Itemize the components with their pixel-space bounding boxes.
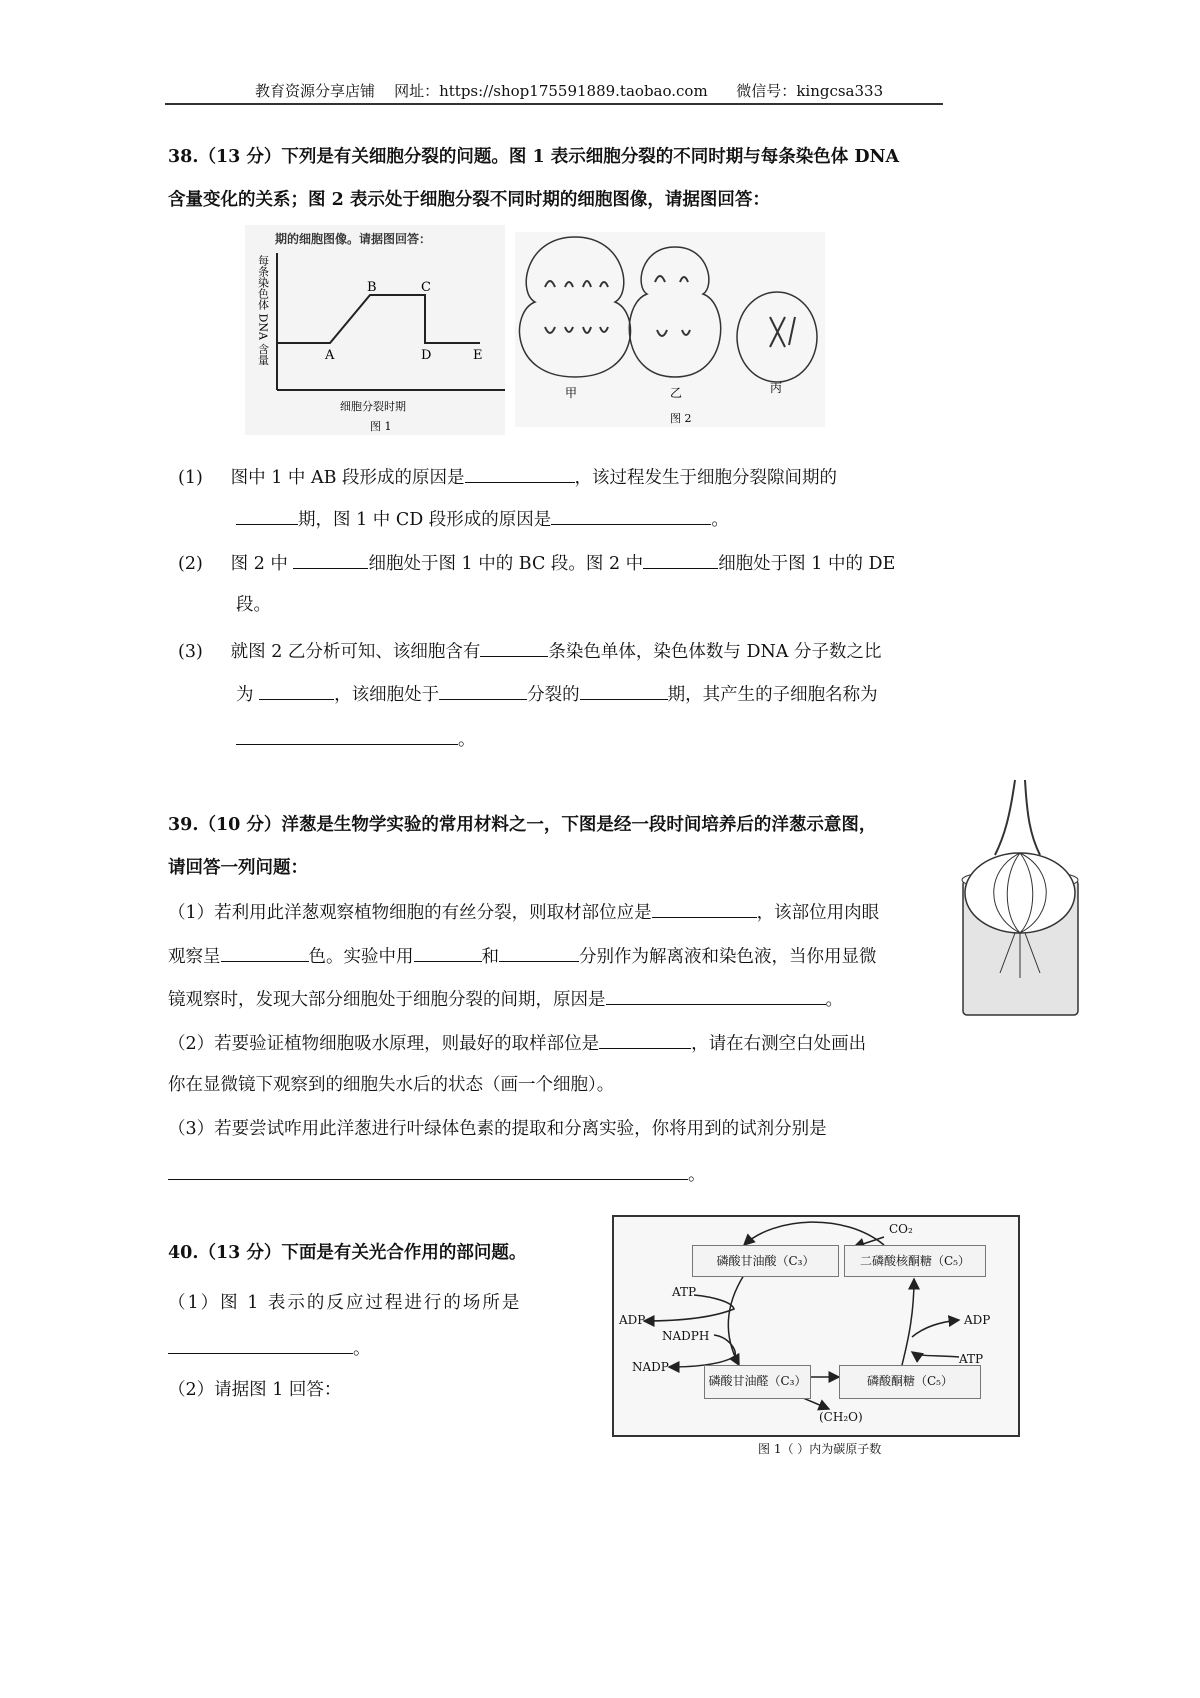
point-d: D (421, 348, 432, 363)
page-header (255, 80, 883, 101)
x-axis-label: 细胞分裂时期 (340, 400, 406, 413)
label-adp-left: ADP (619, 1313, 646, 1327)
label-atp-left: ATP (672, 1285, 697, 1299)
shop-url: https://shop175591889.taobao.com (439, 82, 708, 100)
q39-part1-line2: 观察呈 色。实验中用 和 分别作为解离液和染色液，当你用显微 (168, 943, 877, 969)
figure-2-cells (515, 232, 825, 427)
box-phosphoglycerate: 磷酸甘油酸（C₃） (692, 1245, 839, 1277)
shop-name: 教育资源分享店铺 (255, 82, 376, 100)
q40-part2: （2）请据图 1 回答： (168, 1380, 342, 1400)
fig2-caption: 图 2 (670, 412, 692, 425)
label-atp-right: ATP (959, 1352, 984, 1366)
label-ch2o: (CH₂O) (819, 1410, 863, 1424)
answer-blank[interactable] (236, 726, 458, 745)
answer-blank[interactable] (236, 506, 298, 525)
header-rule (165, 103, 943, 105)
diagram-caption: 图 1（ ）内为碳原子数 (758, 1442, 882, 1456)
onion-illustration (955, 775, 1085, 1020)
point-a: A (325, 348, 335, 363)
q38-part3-line1: (3) 就图 2 乙分析可知、该细胞含有 条染色单体，染色体数与 DNA 分子数之比 (178, 638, 882, 664)
q39-part1-line1: （1）若利用此洋葱观察植物细胞的有丝分裂，则取材部位应是 ，该部位用肉眼 (168, 899, 879, 925)
point-b: B (367, 280, 377, 295)
box-g3p: 磷酸甘油醛（C₃） (704, 1365, 811, 1399)
answer-blank[interactable] (465, 464, 575, 483)
box-ketose-phosphate: 磷酸酮糖（C₅） (839, 1365, 981, 1399)
answer-blank[interactable] (480, 638, 548, 657)
answer-blank[interactable] (580, 681, 668, 700)
figure-1-dna-graph (245, 225, 505, 435)
label-co2: CO₂ (889, 1222, 913, 1236)
fig1-overlay-text: 期的细胞图像。请据图回答： (275, 232, 432, 246)
wechat-label: 微信号： (736, 82, 797, 100)
answer-blank[interactable] (652, 899, 757, 918)
q39-title-1: 39.（10 分）洋葱是生物学实验的常用材料之一，下图是经一段时间培养后的洋葱示意图， (168, 815, 877, 835)
q39-part2-line2: 你在显微镜下观察到的细胞失水后的状态（画一个细胞）。 (168, 1075, 615, 1095)
q39-part3-line2: 。 (168, 1161, 706, 1187)
fig1-caption: 图 1 (370, 420, 392, 433)
q38-part2-line2: 段。 (236, 595, 271, 615)
wechat-id: kingcsa333 (796, 82, 884, 100)
label-nadph: NADPH (662, 1329, 710, 1343)
point-c: C (421, 280, 431, 295)
answer-blank[interactable] (643, 550, 718, 569)
answer-blank[interactable] (168, 1161, 688, 1180)
answer-blank[interactable] (293, 550, 368, 569)
q38-title-2: 含量变化的关系；图 2 表示处于细胞分裂不同时期的细胞图像，请据图回答： (168, 190, 770, 210)
answer-blank[interactable] (168, 1335, 353, 1354)
cell-label-yi: 乙 (670, 386, 683, 400)
q40-part1-line2: 。 (168, 1335, 371, 1361)
y-axis-label: 每条染色体 DNA 含量 (256, 255, 270, 366)
q39-part1-line3: 镜观察时，发现大部分细胞处于细胞分裂的间期，原因是 。 (168, 986, 843, 1012)
q40-part1-line1: （1）图 1 表示的反应过程进行的场所是 (168, 1293, 522, 1313)
url-label: 网址： (394, 82, 440, 100)
answer-blank[interactable] (606, 986, 826, 1005)
answer-blank[interactable] (551, 506, 711, 525)
calvin-cycle-diagram (612, 1215, 1020, 1437)
cell-label-jia: 甲 (565, 386, 578, 400)
answer-blank[interactable] (221, 943, 309, 962)
q38-part3-line3: 。 (236, 726, 476, 752)
q38-title-1: 38.（13 分）下列是有关细胞分裂的问题。图 1 表示细胞分裂的不同时期与每条染色体 DNA (168, 147, 900, 167)
box-rubp: 二磷酸核酮糖（C₅） (844, 1245, 986, 1277)
q40-title: 40.（13 分）下面是有关光合作用的部问题。 (168, 1243, 527, 1263)
q38-part1-line1: (1) 图中 1 中 AB 段形成的原因是 ，该过程发生于细胞分裂隙间期的 (178, 464, 837, 490)
label-adp-right: ADP (964, 1313, 991, 1327)
answer-blank[interactable] (599, 1030, 691, 1049)
q39-part2-line1: （2）若要验证植物细胞吸水原理，则最好的取样部位是 ，请在右测空白处画出 (168, 1030, 866, 1056)
label-nadp: NADP (632, 1360, 669, 1374)
point-e: E (473, 348, 483, 363)
answer-blank[interactable] (499, 943, 579, 962)
q38-part2-line1: (2) 图 2 中 细胞处于图 1 中的 BC 段。图 2 中 细胞处于图 1 中的 DE (178, 550, 895, 576)
q38-part1-line2: 期，图 1 中 CD 段形成的原因是 。 (236, 506, 729, 532)
cell-label-bing: 丙 (770, 381, 783, 395)
q39-part3-line1: （3）若要尝试咋用此洋葱进行叶绿体色素的提取和分离实验，你将用到的试剂分别是 (168, 1119, 827, 1139)
answer-blank[interactable] (259, 681, 334, 700)
q39-title-2: 请回答一列问题： (168, 858, 308, 878)
q38-part3-line2: 为 ，该细胞处于 分裂的 期，其产生的子细胞名称为 (236, 681, 878, 707)
answer-blank[interactable] (439, 681, 527, 700)
answer-blank[interactable] (414, 943, 482, 962)
